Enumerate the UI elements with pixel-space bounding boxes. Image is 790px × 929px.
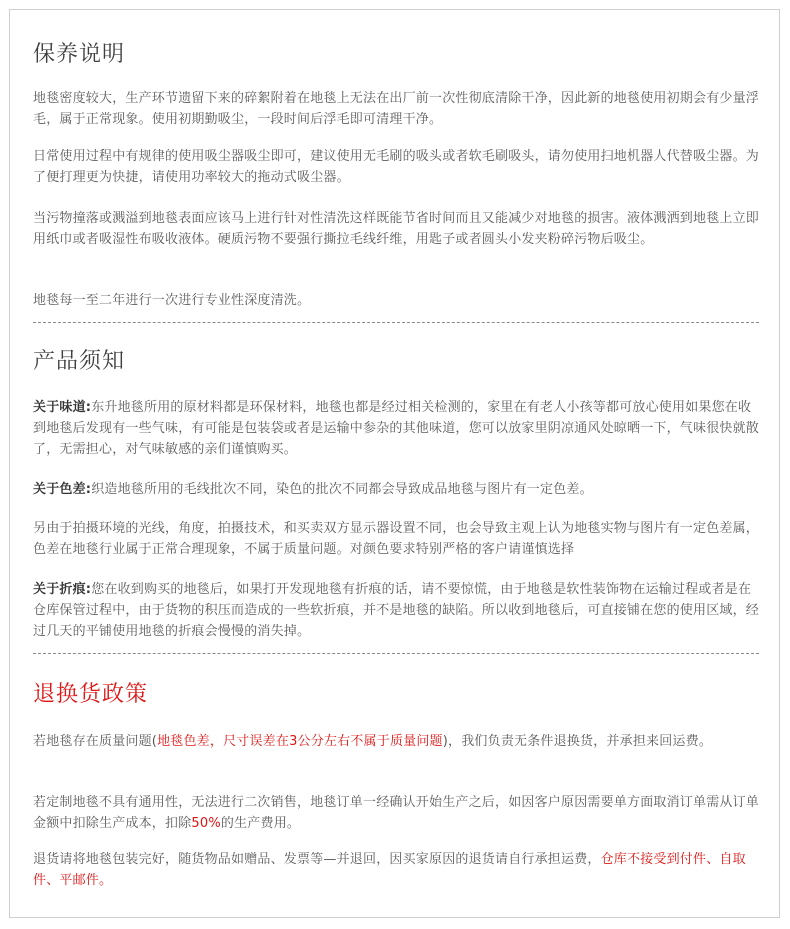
policy-paragraph-1: 若地毯存在质量问题(地毯色差，尺寸误差在3公分左右不属于质量问题)，我们负责无条件退换货，并承担来回运费。 [33,734,713,749]
policy-percent: 50% [191,816,221,831]
notice-color [33,479,759,500]
notice-color-2: 另由于拍摄环境的光线，角度，拍摄技术，和买卖双方显示器设置不同，也会导致主观上认为地毯实物与图片有一定色差属，色差在地毯行业属于正常合理现象，不属于质量问题。对颜色要求特别严格的客户请谨慎选择 [33,521,760,557]
care-paragraph-1: 地毯密度较大，生产环节遗留下来的碎絮附着在地毯上无法在出厂前一次性彻底清除干净，因此新的地毯使用初期会有少量浮毛，属于正常现象。使用初期勤吸尘，一段时间后浮毛即可清理干净。 [33,91,760,127]
policy-section [33,680,759,710]
notice-smell [33,397,759,460]
care-title: 保养说明 [33,42,126,67]
care-paragraph-2: 日常使用过程中有规律的使用吸尘器吸尘即可，建议使用无毛刷的吸头或者软毛刷吸头，请勿使用扫地机器人代替吸尘器。为了便打理更为快捷，请使用功率较大的拖动式吸尘器。 [33,149,760,185]
policy-highlight: 地毯色差，尺寸误差在3公分左右不属于质量问题 [157,734,443,749]
notice-title: 产品须知 [33,349,126,374]
care-paragraph-3: 当污物撞落或溅溢到地毯表面应该马上进行针对性清洗这样既能节省时间而且又能减少对地毯的损害。液体溅洒到地毯上立即用纸巾或者吸湿性布吸收液体。硬质污物不要强行撕拉毛线纤维，用匙子或者圆头小发夹粉碎污物后吸尘。 [33,211,760,247]
divider [33,653,759,654]
smell-label: 关于味道: [33,400,92,415]
smell-text: 东升地毯所用的原材料都是环保材料，地毯也都是经过相关检测的，家里在有老人小孩等都可放心使用如果您在收到地毯后发现有一些气味，有可能是包装袋或者是运输中参杂的其他味道，您可以放家里阴凉通风处晾晒一下，气味很快就散了，无需担心，对气味敏感的亲们谨慎购买。 [33,400,760,457]
crease-text: 您在收到购买的地毯后，如果打开发现地毯有折痕的话，请不要惊慌，由于地毯是软性装饰物在运输过程或者是在仓库保管过程中，由于货物的积压而造成的一些软折痕，并不是地毯的缺陷。所以收到地毯后，可直接铺在您的使用区域，经过几天的平铺使用地毯的折痕会慢慢的消失掉。 [33,582,760,639]
care-paragraph-4: 地毯每一至二年进行一次进行专业性深度清洗。 [33,293,311,308]
color-label: 关于色差: [33,482,92,497]
policy-paragraph-3: 退货请将地毯包装完好，随货物品如赠品、发票等—并退回，因买家原因的退货请自行承担运费，仓库不接受到付件、自取件、平邮件。 [33,852,746,888]
crease-label: 关于折痕: [33,582,92,597]
policy-warning: 仓库不接受到付件、自取件、平邮件。 [33,852,746,888]
color-text: 织造地毯所用的毛线批次不同，染色的批次不同都会导致成品地毯与图片有一定色差。 [91,482,593,497]
policy-title: 退换货政策 [33,682,149,707]
divider [33,322,759,323]
notice-crease [33,579,759,642]
notice-section [33,347,759,377]
care-section [33,40,759,70]
policy-paragraph-2: 若定制地毯不具有通用性，无法进行二次销售，地毯订单一经确认开始生产之后，如因客户原因需要单方面取消订单需从订单金额中扣除生产成本，扣除50%的生产费用。 [33,795,760,831]
